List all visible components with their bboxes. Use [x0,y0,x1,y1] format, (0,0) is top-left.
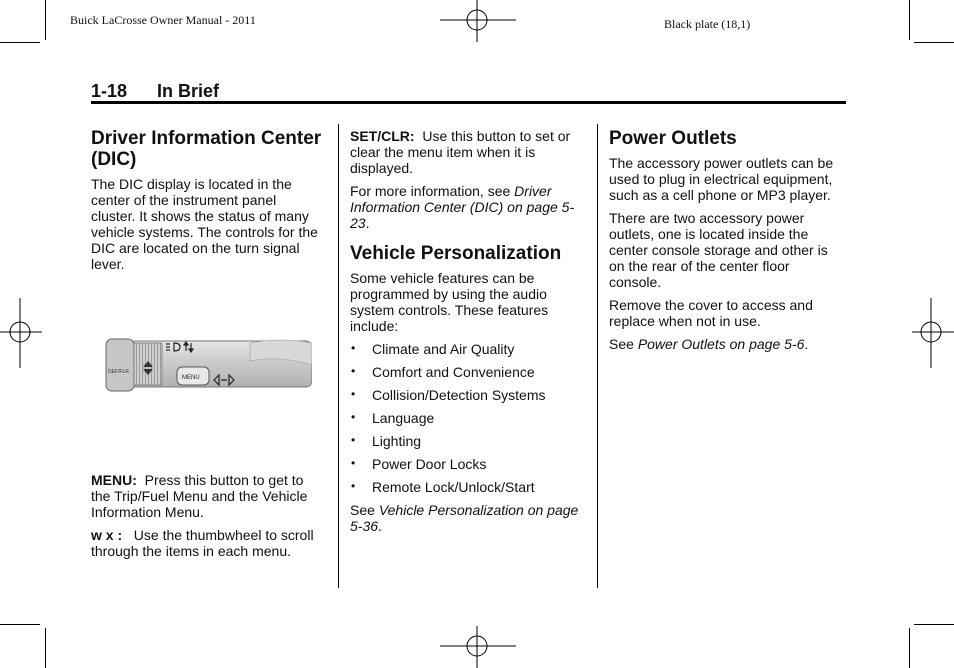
heading-vehicle-personalization: Vehicle Personalization [350,243,562,264]
turn-signal-stalk-illustration [100,335,312,395]
list-item: • Remote Lock/Unlock/Start [350,479,586,495]
heading-dic: Driver Information Center (DIC) [91,128,322,170]
outlets-reference: See Power Outlets on page 5-6. [609,336,809,352]
registration-mark-top [440,0,516,42]
column-divider [338,124,339,588]
outlets-page-link[interactable]: Power Outlets on page 5-6 [637,336,805,352]
list-item: • Comfort and Convenience [350,364,586,380]
section-header [91,81,219,102]
thumbwheel-symbols: w x : [91,527,123,543]
dic-page-link[interactable]: Driver Information Center (DIC) on page 5-23 [350,183,575,231]
dic-intro: The DIC display is located in the center of the instrument panel cluster. It shows the status of many vehicle systems. The controls for the DIC are located on the turn signal lever. [91,176,318,272]
document-title: Buick LaCrosse Owner Manual - 2011 [70,13,256,27]
column-divider [597,124,598,588]
stalk-text: DEF/FLR [108,369,129,375]
outlets-paragraph-2: There are two accessory power outlets, one is located inside the center console storage and other is on the rear of the center floor console. [609,210,828,290]
column-2 [350,128,586,541]
column-3 [609,128,845,359]
dic-reference: For more information, see Driver Information Center (DIC) on page 5-23. [350,183,575,231]
header-rule [91,101,846,104]
personalization-reference: See Vehicle Personalization on page 5-36. [350,502,579,534]
thumbwheel-description: w x : Use the thumbwheel to scroll through the items in each menu. [91,527,314,559]
section-title: In Brief [157,81,220,101]
list-item: • Climate and Air Quality [350,341,586,357]
list-item: • Power Door Locks [350,456,586,472]
menu-label: MENU: [91,472,137,488]
registration-mark-right [912,298,954,368]
page-number: 1-18 [91,81,128,101]
personalization-intro: Some vehicle features can be programmed by using the audio system controls. These features include: [350,270,549,334]
list-item: • Collision/Detection Systems [350,387,586,403]
column-1-lower [91,472,323,566]
personalization-page-link[interactable]: Vehicle Personalization on page 5-36 [350,502,579,534]
outlets-paragraph-1: The accessory power outlets can be used to plug in electrical equipment, such as a cell phone or MP3 player. [609,155,834,203]
heading-power-outlets: Power Outlets [609,128,737,149]
plate-label: Black plate (18,1) [664,17,751,31]
feature-list [350,341,586,495]
list-item: • Language [350,410,586,426]
set-clr-label: SET/CLR: [350,128,415,144]
list-item: • Lighting [350,433,586,449]
menu-button-label: MENU [182,375,200,381]
registration-mark-left [0,298,42,368]
registration-mark-bottom [440,626,516,668]
menu-description: MENU: Press this button to get to the Trip/Fuel Menu and the Vehicle Information Menu. [91,472,308,520]
column-1 [91,128,323,279]
outlets-paragraph-3: Remove the cover to access and replace when not in use. [609,297,813,329]
set-clr-description: SET/CLR: Use this button to set or clear the menu item when it is displayed. [350,128,571,176]
